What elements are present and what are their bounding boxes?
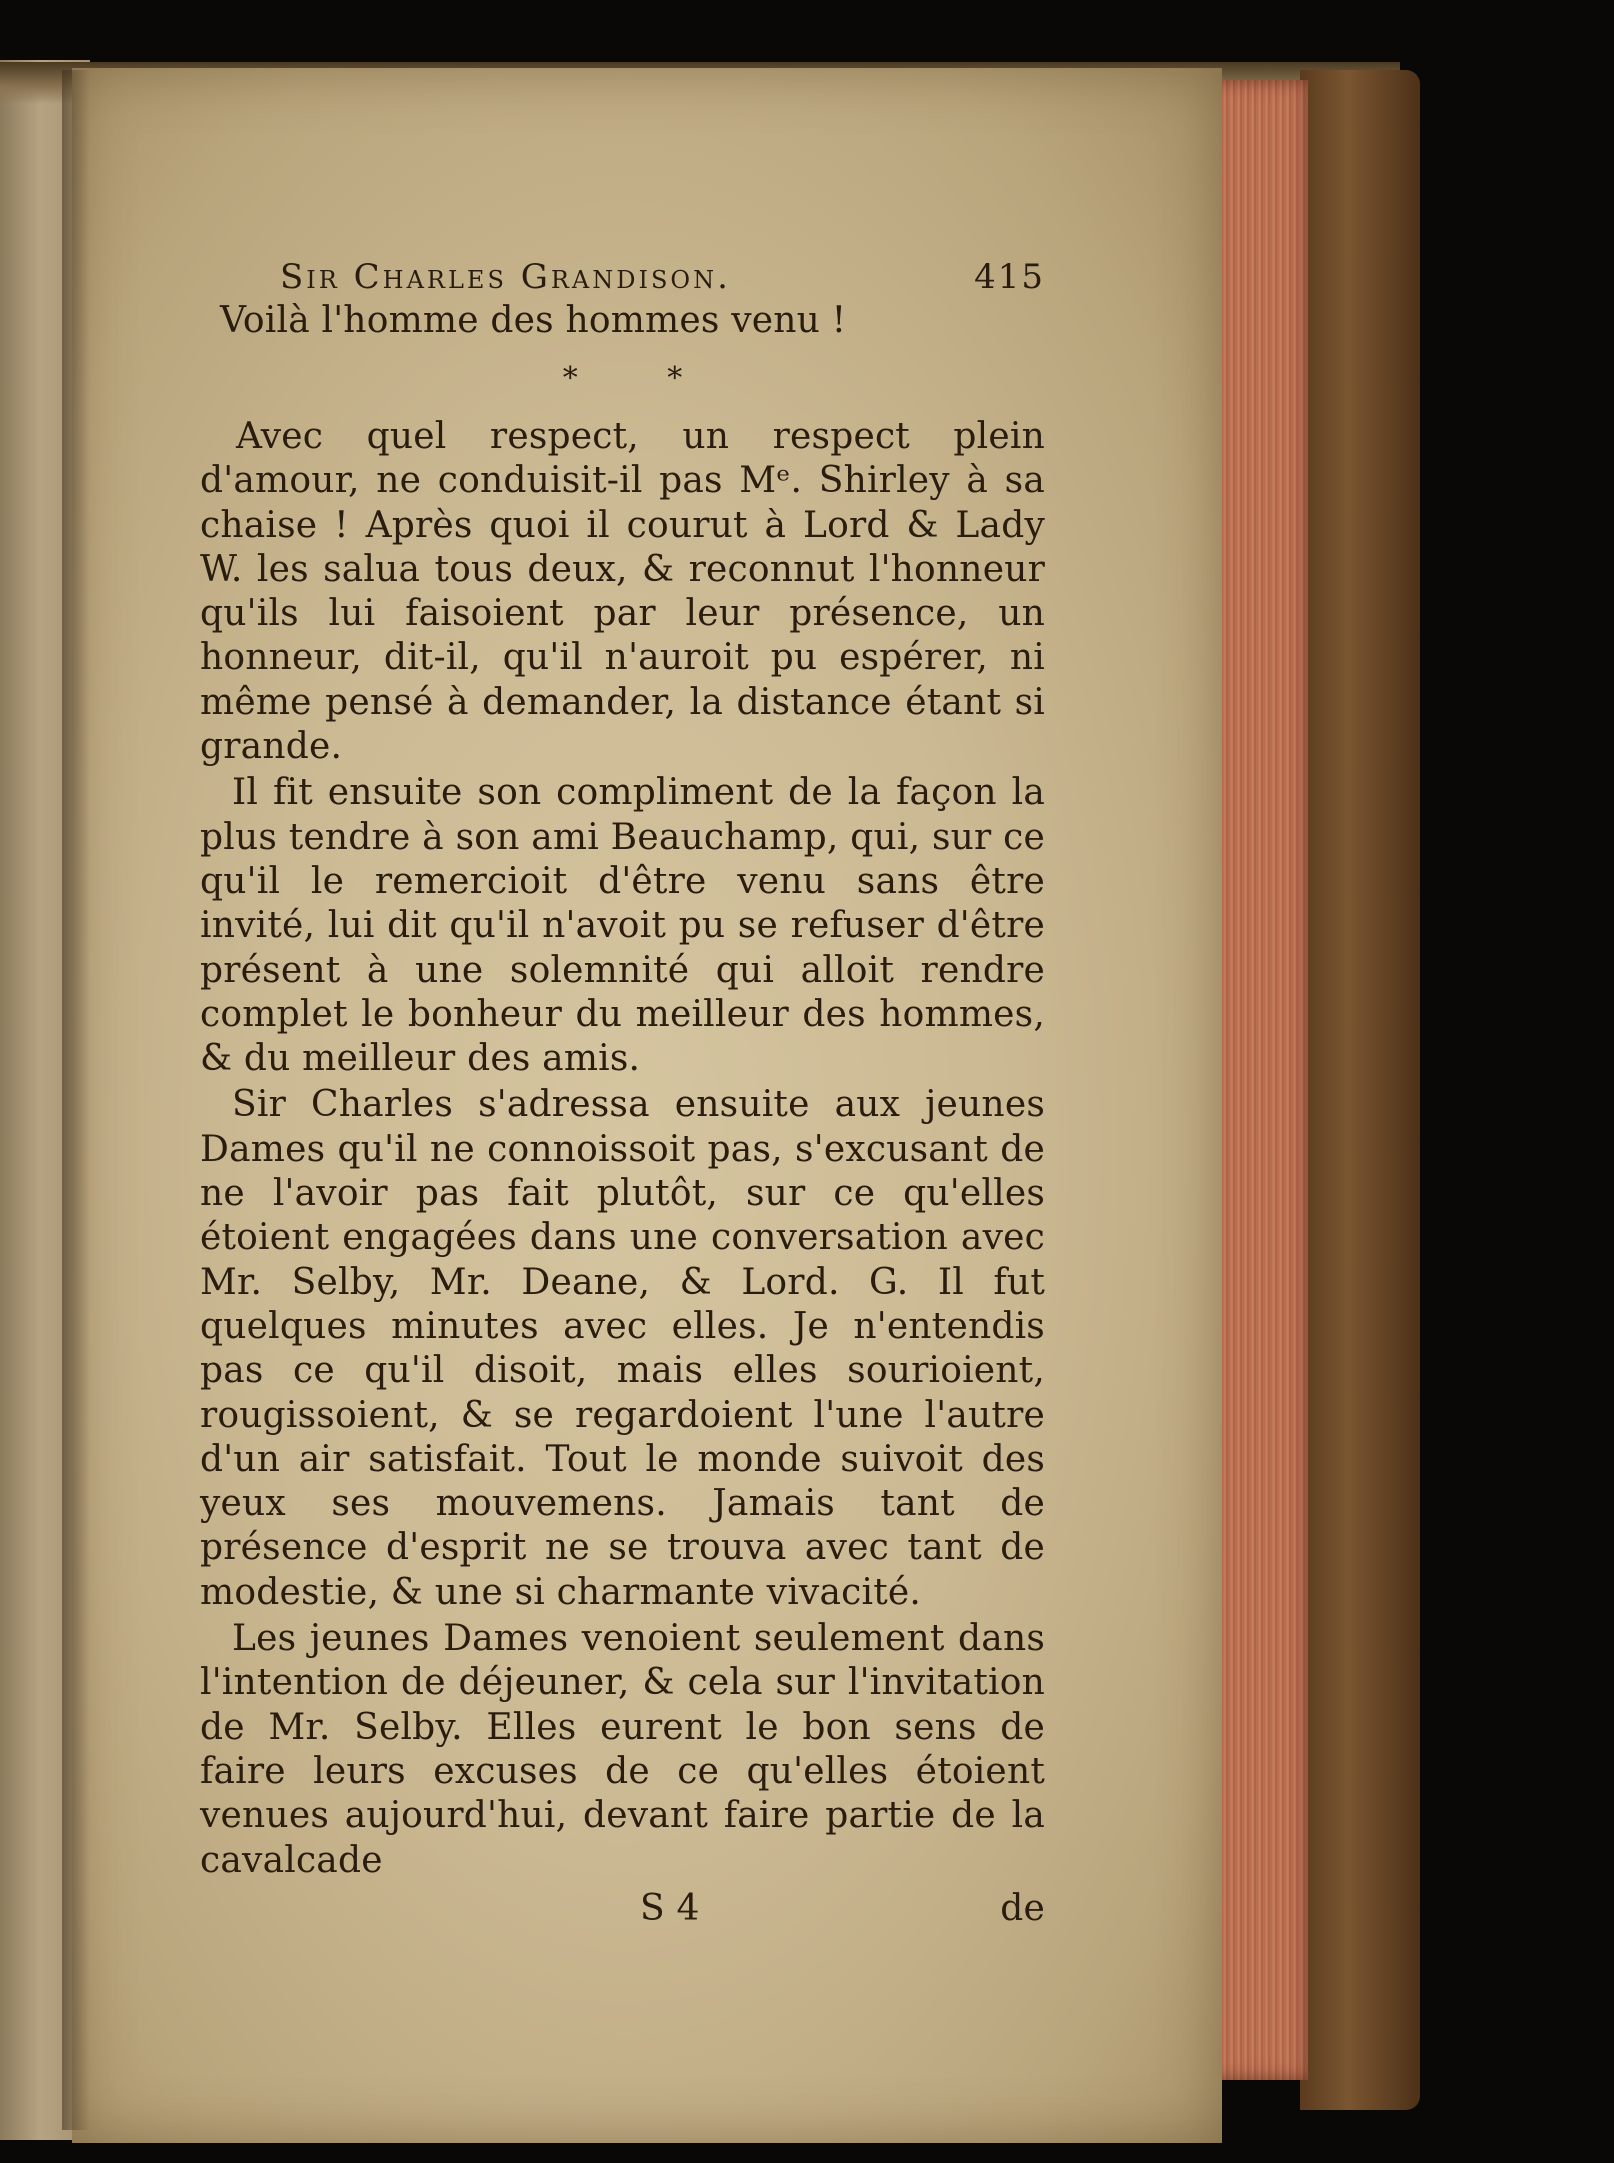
running-header	[280, 255, 1045, 299]
paragraph-4: Les jeunes Dames venoient seulement dans l'intention de déjeuner, & cela sur l'invitation de Mr. Selby. Elles eurent le bon sens de faire leurs excuses de ce qu'elles étoient venues aujourd'hui, devant faire partie de la cavalcade	[200, 1618, 1045, 1881]
page-number: 415	[974, 257, 1045, 297]
catchword: de	[1000, 1887, 1045, 1929]
page-edges	[1208, 80, 1308, 2080]
paragraph-2: Il fit ensuite son compliment de la façon la plus tendre à son ami Beauchamp, qui, sur ce qu'il le remercioit d'être venu sans être invité, lui dit qu'il n'avoit pu se refuser d'être présent à une solemnité qui alloit rendre complet le bonheur du meilleur des hommes, & du meilleur des amis.	[200, 772, 1045, 1080]
opening-line: Voilà l'homme des hommes venu !	[220, 300, 847, 341]
page-footer	[200, 1887, 1045, 1931]
page-text	[200, 255, 1045, 1931]
book-cover	[1300, 70, 1420, 2110]
running-title: Sir Charles Grandison.	[280, 257, 731, 297]
signature-mark: S 4	[640, 1887, 700, 1929]
paragraph-1: Avec quel respect, un respect plein d'amour, ne conduisit-il pas Mᵉ. Shirley à sa chaise ! Après quoi il courut à Lord & Lady W. les salua tous deux, & reconnut l'honneur qu'ils lui faisoient par leur présence, un honneur, dit-il, qu'il n'auroit pu espérer, ni même pensé à demander, la distance étant si grande.	[200, 416, 1045, 768]
section-separator: * *	[562, 361, 723, 396]
gutter-shadow	[62, 70, 90, 2130]
paragraph-3: Sir Charles s'adressa ensuite aux jeunes Dames qu'il ne connoissoit pas, s'excusant de ne l'avoir pas fait plutôt, sur ce qu'elles étoient engagées dans une conversation avec Mr. Selby, Mr. Deane, & Lord. G. Il fut quelques minutes avec elles. Je n'entendis pas ce qu'il disoit, mais elles sourioient, rougissoient, & se regardoient l'une l'autre d'un air satisfait. Tout le monde suivoit des yeux ses mouvemens. Jamais tant de présence d'esprit ne se trouva avec tant de modestie, & une si charmante vivacité.	[200, 1084, 1045, 1613]
